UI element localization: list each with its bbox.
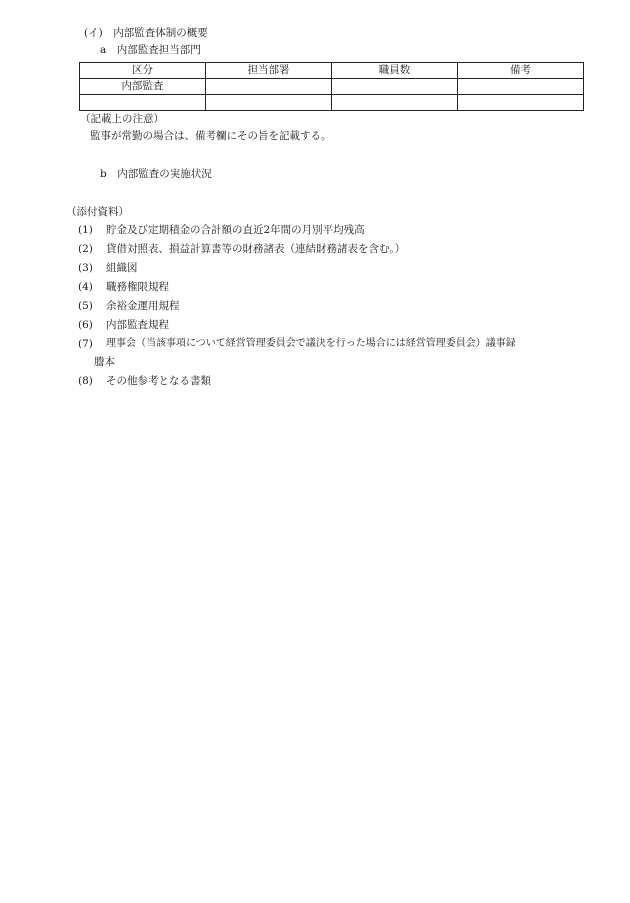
table-header-row — [80, 63, 584, 79]
item-text: 理事会（当該事項について経営管理委員会で議決を行った場合には経営管理委員会）議事録 — [106, 338, 516, 349]
table-cell — [458, 95, 584, 111]
attachments-heading: （添付資料） — [66, 206, 129, 218]
table-cell — [332, 79, 458, 95]
item-text: 貯金及び定期積金の合計額の直近2年間の月別平均残高 — [106, 224, 365, 236]
item-text: 組織図 — [106, 262, 138, 274]
subsection-b-heading: b 内部監査の実施状況 — [100, 168, 212, 180]
audit-department-table — [79, 62, 584, 111]
table-header-cell: 備考 — [458, 63, 584, 79]
item-text: その他参考となる書類 — [106, 375, 211, 387]
item-number: (5) — [78, 300, 93, 312]
table-cell — [332, 95, 458, 111]
item-number: (1) — [78, 224, 93, 236]
table-row — [80, 79, 584, 95]
item-number: (7) — [78, 338, 93, 350]
subsection-a-heading: a 内部監査担当部門 — [100, 44, 201, 56]
item-number: (8) — [78, 375, 93, 387]
table-header-cell: 区分 — [80, 63, 206, 79]
item-text: 貸借対照表、損益計算書等の財務諸表（連結財務諸表を含む。） — [106, 243, 406, 255]
note-heading: （記載上の注意） — [80, 113, 164, 125]
item-number: (3) — [78, 262, 93, 274]
table-cell — [206, 79, 332, 95]
section-heading: (イ) 内部監査体制の概要 — [84, 27, 208, 39]
table-cell — [458, 79, 584, 95]
item-number: (2) — [78, 243, 93, 255]
item-text: 内部監査規程 — [106, 319, 169, 331]
table-cell — [80, 95, 206, 111]
table-cell: 内部監査 — [80, 79, 206, 95]
item-number: (4) — [78, 281, 93, 293]
note-text: 監事が常勤の場合は、備考欄にその旨を記載する。 — [90, 130, 332, 142]
item-number: (6) — [78, 319, 93, 331]
item-text-continuation: 謄本 — [94, 356, 115, 368]
item-text: 職務権限規程 — [106, 281, 169, 293]
item-text: 余裕金運用規程 — [106, 300, 180, 312]
table-header-cell: 職員数 — [332, 63, 458, 79]
table-cell — [206, 95, 332, 111]
table-header-cell: 担当部署 — [206, 63, 332, 79]
table-row — [80, 95, 584, 111]
